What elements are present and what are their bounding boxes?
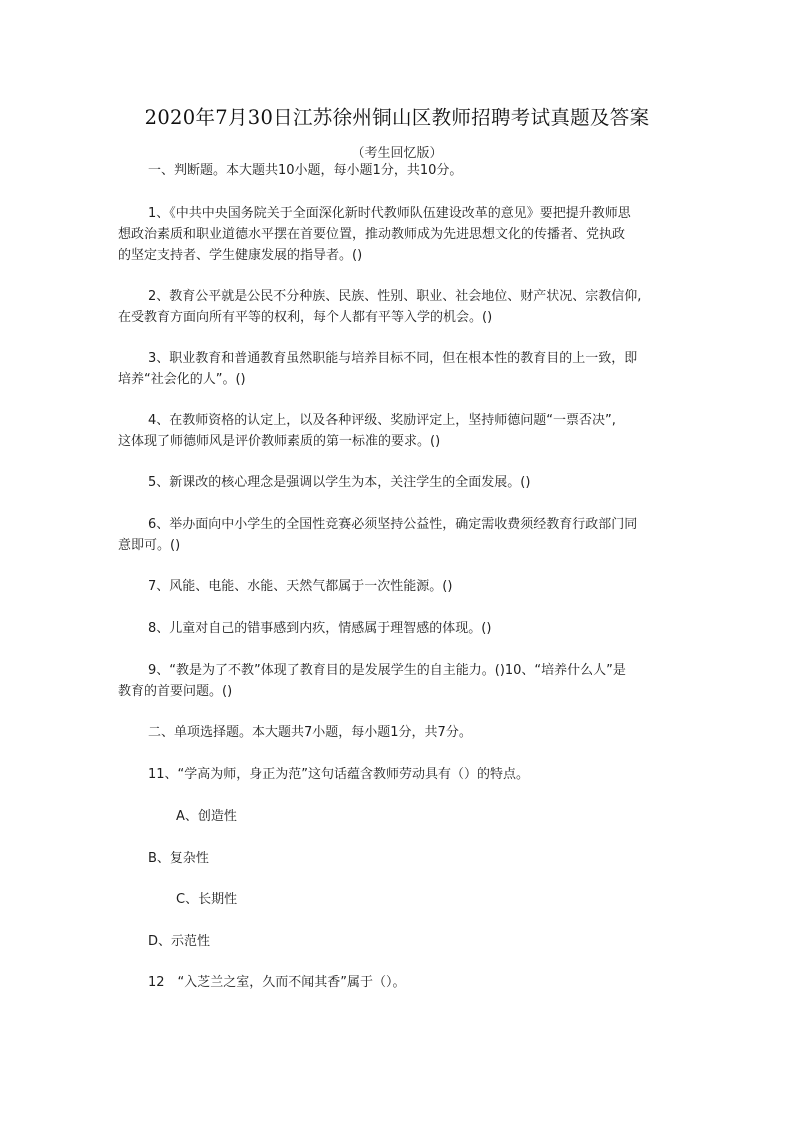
section-heading-single-choice: 二、单项选择题。本大题共7小题，每小题1分，共7分。 <box>148 725 472 740</box>
question-9-line-1: 9、“教是为了不教”体现了教育目的是发展学生的自主能力。()10、“培养什么人”是 <box>148 663 626 678</box>
question-6-line-1: 6、举办面向中小学生的全国性竞赛必须坚持公益性，确定需收费须经教育行政部门同 <box>148 517 638 532</box>
document-title: 2020年7月30日江苏徐州铜山区教师招聘考试真题及答案 <box>144 106 650 129</box>
question-4-line-2: 这体现了师德师风是评价教师素质的第一标准的要求。() <box>118 434 441 449</box>
question-11: 11、“学高为师，身正为范”这句话蕴含教师劳动具有（）的特点。 <box>148 767 530 782</box>
question-12: 12 “入芝兰之室，久而不闻其香”属于（）。 <box>148 975 406 990</box>
document-subtitle: （考生回忆版） <box>351 146 443 161</box>
option-a: A、创造性 <box>176 809 237 824</box>
question-7-line-1: 7、风能、电能、水能、天然气都属于一次性能源。() <box>148 579 453 594</box>
section-heading-judgement: 一、判断题。本大题共10小题，每小题1分，共10分。 <box>148 163 463 178</box>
question-9-line-2: 教育的首要问题。() <box>118 684 233 699</box>
question-4-line-1: 4、在教师资格的认定上，以及各种评级、奖励评定上，坚持师德问题“一票否决”, <box>148 413 616 428</box>
option-c: C、长期性 <box>176 892 238 907</box>
option-d: D、示范性 <box>148 934 211 949</box>
question-3-line-2: 培养“社会化的人”。() <box>118 372 246 387</box>
question-1-line-1: 1、《中共中央国务院关于全面深化新时代教师队伍建设改革的意见》要把提升教师思 <box>148 206 631 221</box>
question-1-line-2: 想政治素质和职业道德水平摆在首要位置，推动教师成为先进思想文化的传播者、党执政 <box>118 227 626 242</box>
option-b: B、复杂性 <box>148 851 209 866</box>
question-5-line-1: 5、新课改的核心理念是强调以学生为本，关注学生的全面发展。() <box>148 475 531 490</box>
question-1-line-3: 的坚定支持者、学生健康发展的指导者。() <box>118 248 363 263</box>
question-8-line-1: 8、儿童对自己的错事感到内疚，情感属于理智感的体现。() <box>148 621 492 636</box>
question-3-line-1: 3、职业教育和普通教育虽然职能与培养目标不同，但在根本性的教育目的上一致，即 <box>148 351 638 366</box>
question-2-line-1: 2、教育公平就是公民不分种族、民族、性别、职业、社会地位、财产状况、宗教信仰, <box>148 289 642 304</box>
question-6-line-2: 意即可。() <box>118 538 181 553</box>
question-2-line-2: 在受教育方面向所有平等的权利，每个人都有平等入学的机会。() <box>118 310 493 325</box>
